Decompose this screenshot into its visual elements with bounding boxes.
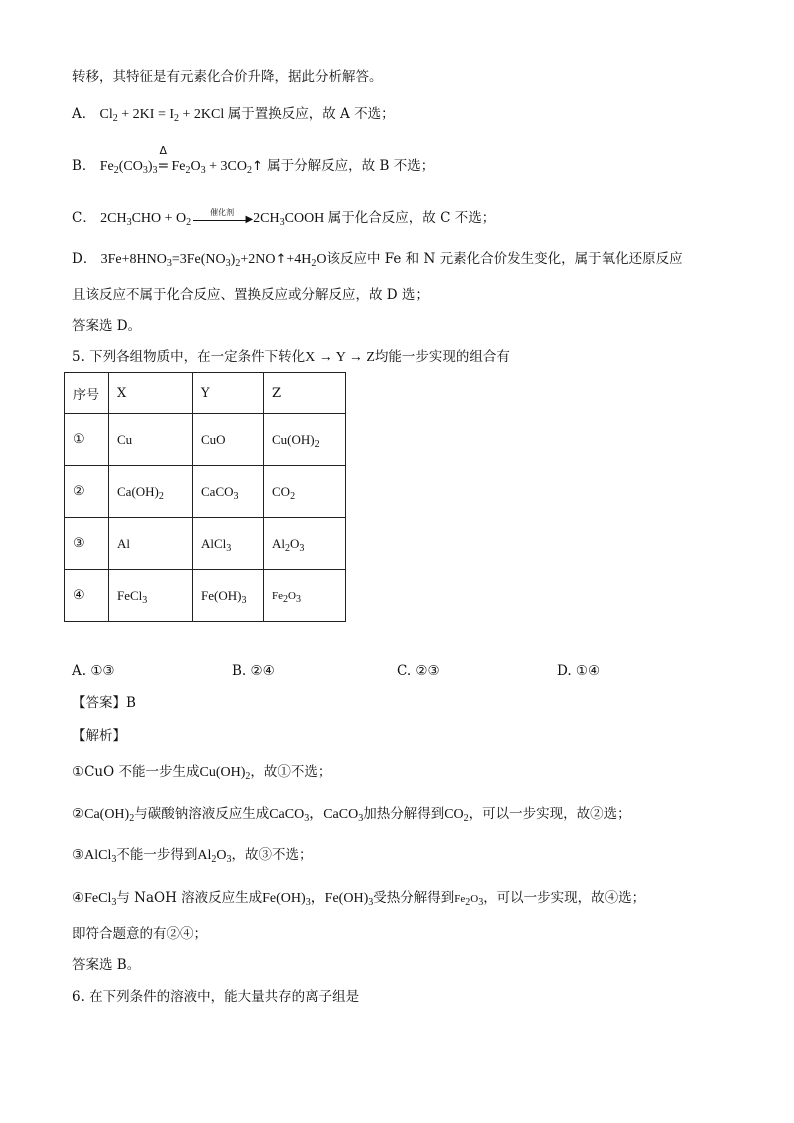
question-5-table [64, 372, 346, 622]
option-c-text: 属于化合反应，故 C 不选； [327, 210, 496, 226]
table-row [65, 570, 346, 622]
option-b-letter: B． [72, 158, 96, 174]
question-6-stem: 6. 在下列条件的溶液中，能大量共存的离子组是 [72, 989, 360, 1005]
option-b-equation: $Fe_2(CO_3)_3$ Δ = $Fe_2O_3$ + $3CO_2↑$ [99, 144, 263, 176]
analysis-title: 【解析】 [72, 728, 126, 744]
choice-a: A. ①③ [72, 663, 115, 679]
catalyst-label: 催化剂 [210, 207, 235, 217]
conclusion: 即符合题意的有②④； [72, 926, 207, 942]
option-d-line-2: 且该反应不属于化合反应、置换反应或分解反应，故 D 选； [72, 287, 429, 303]
option-b-line [72, 144, 435, 176]
formula: $Ca(OH)_2$ [84, 807, 135, 824]
option-d-line [72, 250, 683, 269]
row-index: ④ [65, 570, 109, 622]
cell-z: $Al_2O_3$ [264, 518, 346, 570]
final-answer: 答案选 B。 [72, 957, 141, 973]
analysis-4-text-2: 受热分解得到 [373, 890, 455, 906]
question-5-stem [72, 348, 510, 367]
question-5-stem-text: 5. 下列各组物质中，在一定条件下转化 [72, 349, 306, 365]
table-header-row [65, 373, 346, 414]
option-a-letter: A． [72, 106, 96, 122]
row-index: ② [65, 466, 109, 518]
analysis-4-tail: ，可以一步实现，故④选； [483, 890, 646, 906]
cell-y: $Fe(OH)_3$ [193, 570, 264, 622]
option-c-letter: C． [72, 210, 96, 226]
analysis-2-text: 与碳酸钠溶液反应生成 [134, 806, 270, 822]
option-c-line [72, 209, 495, 228]
formula: $CO_2$ [444, 807, 469, 824]
row-index: ③ [65, 518, 109, 570]
cell-y: AlCl$_3$ [193, 518, 264, 570]
header-cell: Y [193, 373, 264, 414]
question-5-stem-tail: 均能一步实现的组合有 [374, 349, 510, 365]
analysis-line-1 [72, 763, 331, 782]
formula: $Fe(OH)_3$，$Fe(OH)_3$ [262, 891, 374, 908]
table-row [65, 466, 346, 518]
header-cell: Z [264, 373, 346, 414]
analysis-line-3 [72, 846, 312, 865]
formula: $Fe_2O_3$ [454, 893, 484, 908]
option-a-text: 属于置换反应，故 A 不选； [227, 106, 395, 122]
cell-z: $Fe_2O_3$ [264, 570, 346, 622]
analysis-4-text: 与 NaOH 溶液反应生成 [116, 890, 263, 906]
cell-y: CaCO$_3$ [193, 466, 264, 518]
cell-x: FeCl$_3$ [109, 570, 193, 622]
cell-x: Al [109, 518, 193, 570]
reaction-arrow-icon: 催化剂 ▶ [191, 211, 253, 227]
option-a-line [72, 105, 395, 124]
table-row [65, 518, 346, 570]
option-d-equation: $3Fe+8HNO_3=3Fe(NO_3)_2+2NO↑+4H_2O$ [100, 252, 327, 269]
option-d-letter: D． [72, 251, 97, 267]
conversion-chain: X → Y → Z [305, 350, 375, 365]
formula: AlCl$_3$ [84, 848, 117, 865]
previous-answer: 答案选 D。 [72, 318, 142, 334]
row-index: ① [65, 414, 109, 466]
cell-x: $Ca(OH)_2$ [109, 466, 193, 518]
analysis-1-text: ①CuO 不能一步生成 [72, 764, 200, 780]
cell-z: $CO_2$ [264, 466, 346, 518]
cell-z: $Cu(OH)_2$ [264, 414, 346, 466]
formula: FeCl$_3$ [84, 891, 117, 908]
analysis-line-2 [72, 805, 631, 824]
analysis-3-text: 不能一步得到 [116, 847, 198, 863]
formula: $Cu(OH)_2$ [199, 765, 251, 782]
option-b-text: 属于分解反应，故 B 不选； [267, 158, 435, 174]
intro-line: 转移，其特征是有元素化合价升降，据此分析解答。 [72, 69, 383, 85]
choice-b: B. ②④ [232, 663, 275, 679]
table-row [65, 414, 346, 466]
formula: CaCO$_3$，CaCO$_3$ [269, 807, 364, 824]
choice-c: C. ②③ [397, 663, 440, 679]
analysis-3-tail: ，故③不选； [231, 847, 313, 863]
analysis-3-index: ③ [72, 847, 85, 863]
option-c-equation: $2CH_3CHO + O_2$ 催化剂 ▶ $2CH_3COOH$ [100, 211, 328, 226]
cell-x: Cu [109, 414, 193, 466]
header-cell: X [109, 373, 193, 414]
option-d-text: 该反应中 Fe 和 N 元素化合价发生变化，属于氧化还原反应 [326, 251, 683, 267]
cell-y: CuO [193, 414, 264, 466]
analysis-1-tail: ，故①不选； [250, 764, 332, 780]
heat-symbol: Δ = [157, 144, 170, 174]
analysis-4-index: ④ [72, 890, 85, 906]
analysis-2-tail: ，可以一步实现，故②选； [468, 806, 631, 822]
formula: $Al_2O_3$ [197, 848, 232, 865]
analysis-line-4 [72, 889, 645, 908]
analysis-2-index: ② [72, 806, 85, 822]
option-a-equation: $Cl_2 + 2KI = I_2 + 2KCl$ [99, 107, 228, 124]
answer-label: 【答案】B [72, 695, 136, 711]
gas-arrow-icon: ↑ [275, 252, 287, 267]
gas-arrow-icon: ↑ [251, 159, 263, 174]
header-cell: 序号 [65, 373, 109, 414]
choice-d: D. ①④ [557, 663, 601, 679]
analysis-2-text-2: 加热分解得到 [363, 806, 445, 822]
